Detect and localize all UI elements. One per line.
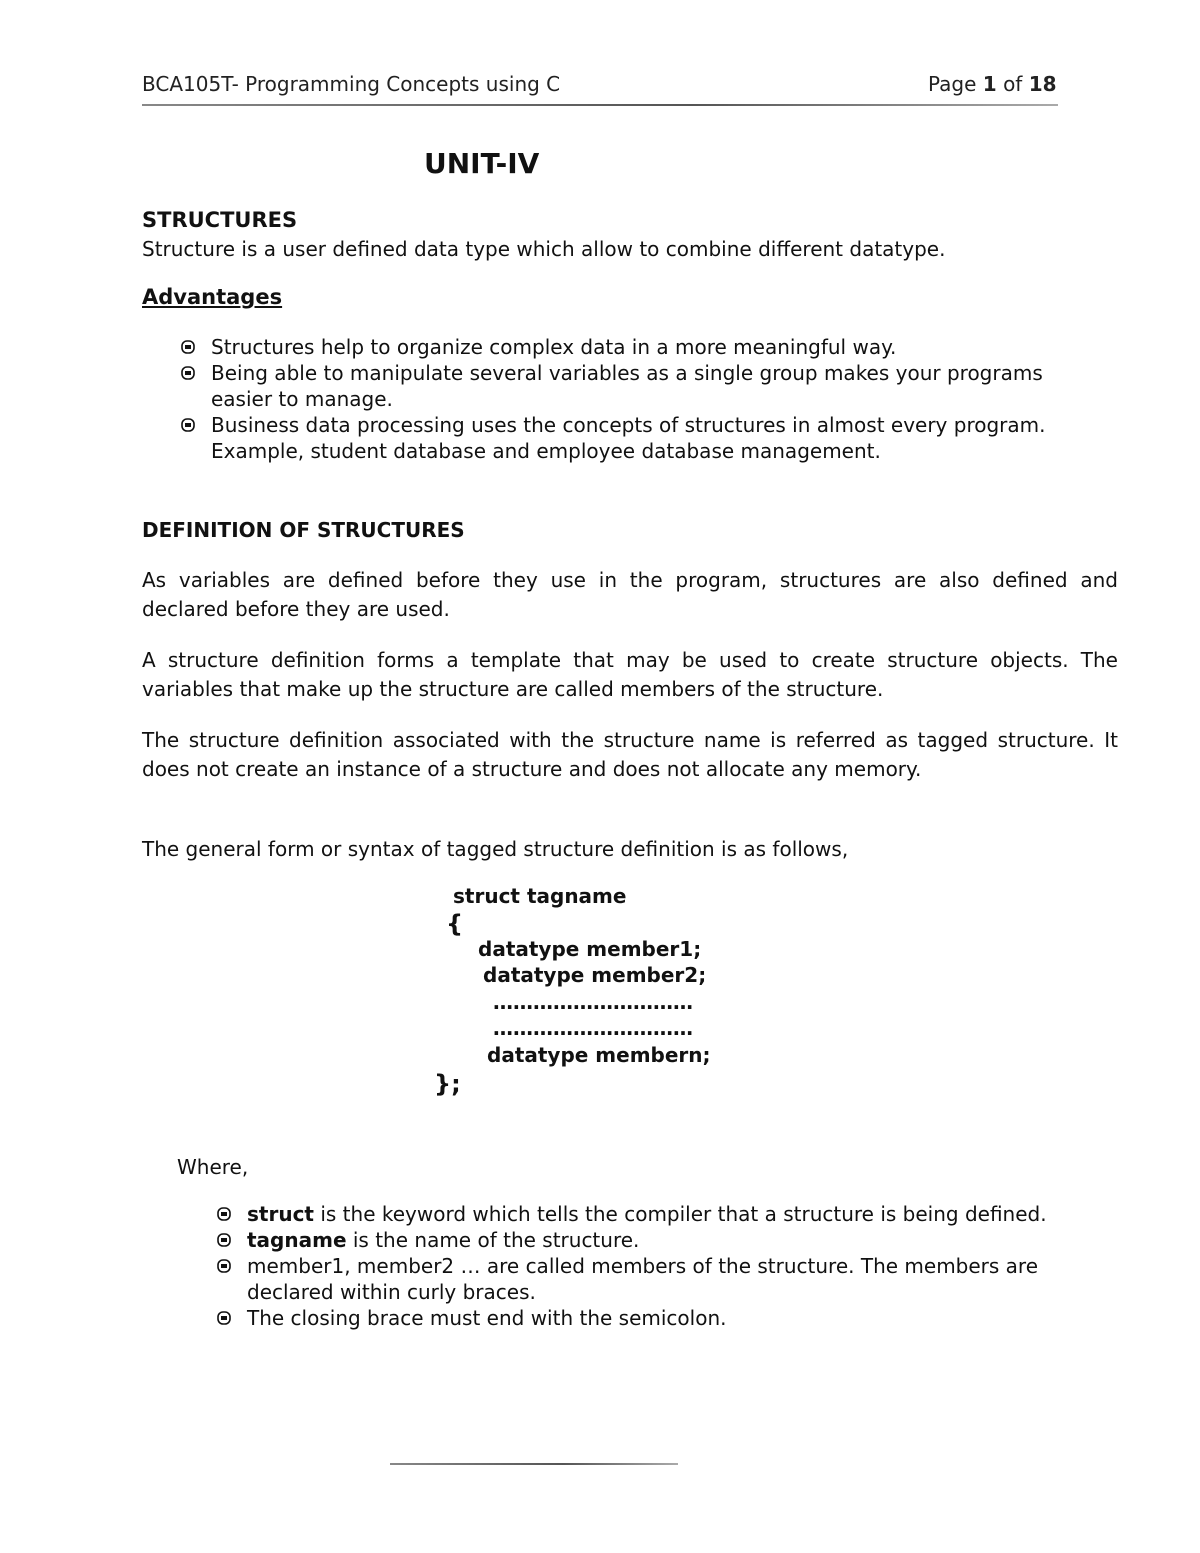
advantage-item-2 — [211, 360, 1043, 412]
code-line: ………………………… — [493, 1016, 693, 1040]
where-text: declared within curly braces. — [247, 1280, 536, 1304]
code-line: }; — [434, 1070, 461, 1098]
mailbox-bullet-icon — [217, 1310, 231, 1326]
where-text: is the name of the structure. — [346, 1228, 640, 1252]
header-rule — [142, 104, 1058, 106]
mailbox-bullet-icon — [217, 1232, 231, 1248]
keyword-term: tagname — [247, 1228, 347, 1252]
mailbox-bullet-icon — [181, 365, 195, 381]
code-line: datatype member1; — [478, 937, 702, 961]
page-word: Page — [928, 72, 977, 96]
page-total: 18 — [1028, 72, 1057, 96]
mailbox-bullet-icon — [217, 1206, 231, 1222]
structures-heading: STRUCTURES — [142, 208, 298, 232]
advantage-item-3 — [211, 412, 1045, 464]
code-line: datatype membern; — [487, 1043, 711, 1067]
mailbox-bullet-icon — [181, 339, 195, 355]
structures-intro: Structure is a user defined data type which allow to combine different datatype. — [142, 237, 946, 261]
code-line: ………………………… — [493, 990, 693, 1014]
definition-paragraph-2: A structure definition forms a template that may be used to create structure objects. The variables that make up the structure are called members of the structure. — [142, 648, 1118, 701]
where-label: Where, — [177, 1155, 249, 1179]
where-text: The closing brace must end with the semicolon. — [247, 1306, 727, 1330]
definition-paragraph-3: The structure definition associated with the structure name is referred as tagged structure. It does not create an instance of a structure and does not allocate any memory. — [142, 728, 1118, 781]
where-item-4 — [247, 1305, 726, 1331]
advantage-line: Structures help to organize complex data in a more meaningful way. — [211, 335, 897, 359]
advantages-heading: Advantages — [142, 285, 283, 309]
where-item-1 — [247, 1201, 1047, 1227]
where-text: member1, member2 … are called members of the structure. The members are — [247, 1254, 1039, 1278]
definition-paragraph-1: As variables are defined before they use in the program, structures are also defined and declared before they are used. — [142, 568, 1118, 621]
advantage-line: Example, student database and employee database management. — [211, 439, 881, 463]
advantage-line: Business data processing uses the concepts of structures in almost every program. — [211, 413, 1046, 437]
footer-rule — [390, 1463, 678, 1465]
advantage-line: easier to manage. — [211, 387, 393, 411]
definition-paragraph-4: The general form or syntax of tagged structure definition is as follows, — [142, 837, 849, 861]
where-item-3 — [247, 1253, 1038, 1305]
advantage-item-1 — [211, 334, 896, 360]
mailbox-bullet-icon — [217, 1258, 231, 1274]
code-line: datatype member2; — [483, 963, 707, 987]
document-header-course: BCA105T- Programming Concepts using C — [142, 72, 561, 96]
where-item-2 — [247, 1227, 639, 1253]
where-text: is the keyword which tells the compiler that a structure is being defined. — [313, 1202, 1047, 1226]
definition-heading: DEFINITION OF STRUCTURES — [142, 518, 465, 542]
mailbox-bullet-icon — [181, 417, 195, 433]
of-word: of — [1003, 72, 1023, 96]
keyword-term: struct — [247, 1202, 314, 1226]
page-number: 1 — [982, 72, 997, 96]
code-line: struct tagname — [453, 884, 627, 908]
unit-title: UNIT-IV — [424, 147, 540, 180]
page-indicator — [928, 72, 1057, 96]
code-line: { — [446, 910, 464, 938]
advantage-line: Being able to manipulate several variables as a single group makes your programs — [211, 361, 1043, 385]
